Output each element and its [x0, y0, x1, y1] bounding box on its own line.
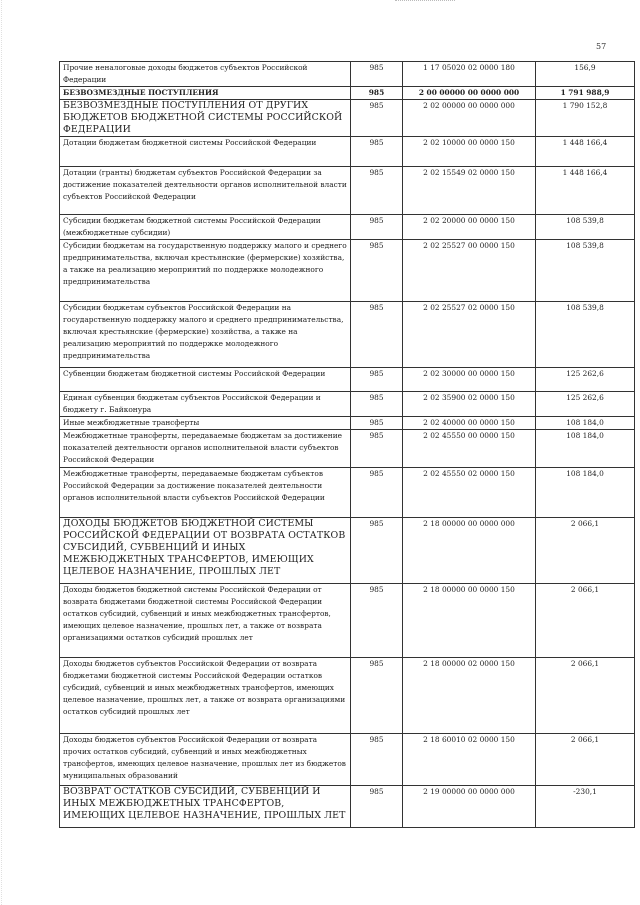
table-row [60, 87, 635, 100]
budget-code-cell: 2 02 00000 00 0000 000 [403, 100, 536, 137]
budget-code-cell: 2 02 10000 00 0000 150 [403, 137, 536, 167]
table-row [60, 658, 635, 734]
revenue-table-body [60, 62, 635, 828]
amount-cell: 2 066,1 [536, 518, 635, 584]
revenue-table [59, 61, 635, 828]
amount-cell: 1 448 166,4 [536, 137, 635, 167]
table-row [60, 215, 635, 240]
income-name-cell: БЕЗВОЗМЕЗДНЫЕ ПОСТУПЛЕНИЯ ОТ ДРУГИХ БЮДЖЕТОВ БЮДЖЕТНОЙ СИСТЕМЫ РОССИЙСКОЙ ФЕДЕРАЦИИ [60, 100, 351, 137]
admin-code-cell: 985 [351, 417, 403, 430]
amount-cell: 108 184,0 [536, 430, 635, 468]
table-row [60, 786, 635, 828]
table-row [60, 468, 635, 518]
admin-code-cell: 985 [351, 137, 403, 167]
income-name-cell: Субвенции бюджетам бюджетной системы Российской Федерации [60, 368, 351, 392]
admin-code-cell: 985 [351, 167, 403, 215]
admin-code-cell: 985 [351, 658, 403, 734]
income-name-cell: Субсидии бюджетам на государственную поддержку малого и среднего предпринимательства, включая крестьянские (фермерские) хозяйства, а также на реализацию мероприятий по поддержке молодежного предпринимательства [60, 240, 351, 302]
income-name-cell: Субсидии бюджетам субъектов Российской Федерации на государственную поддержку малого и среднего предпринимательства, включая крестьянские (фермерские) хозяйства, а также на реализацию мероприятий по поддержке молодежного предпринимательства [60, 302, 351, 368]
budget-code-cell: 2 18 00000 00 0000 150 [403, 584, 536, 658]
amount-cell: 108 539,8 [536, 215, 635, 240]
budget-code-cell: 1 17 05020 02 0000 180 [403, 62, 536, 87]
budget-code-cell: 2 02 15549 02 0000 150 [403, 167, 536, 215]
income-name-cell: Прочие неналоговые доходы бюджетов субъектов Российской Федерации [60, 62, 351, 87]
budget-code-cell: 2 02 45550 02 0000 150 [403, 468, 536, 518]
admin-code-cell: 985 [351, 786, 403, 828]
budget-code-cell: 2 02 35900 02 0000 150 [403, 392, 536, 417]
scan-mark [395, 0, 455, 3]
income-name-cell: ВОЗВРАТ ОСТАТКОВ СУБСИДИЙ, СУБВЕНЦИЙ И ИНЫХ МЕЖБЮДЖЕТНЫХ ТРАНСФЕРТОВ, ИМЕЮЩИХ ЦЕЛЕВОЕ НАЗНАЧЕНИЕ, ПРОШЛЫХ ЛЕТ [60, 786, 351, 828]
admin-code-cell: 985 [351, 734, 403, 786]
table-row [60, 100, 635, 137]
income-name-cell: Межбюджетные трансферты, передаваемые бюджетам за достижение показателей деятельности органов исполнительной власти субъектов Российской Федерации [60, 430, 351, 468]
amount-cell: 108 184,0 [536, 417, 635, 430]
table-row [60, 392, 635, 417]
amount-cell: 108 539,8 [536, 302, 635, 368]
budget-code-cell: 2 19 00000 00 0000 000 [403, 786, 536, 828]
amount-cell: 125 262,6 [536, 368, 635, 392]
amount-cell: 1 790 152,8 [536, 100, 635, 137]
admin-code-cell: 985 [351, 302, 403, 368]
income-name-cell: БЕЗВОЗМЕЗДНЫЕ ПОСТУПЛЕНИЯ [60, 87, 351, 100]
admin-code-cell: 985 [351, 62, 403, 87]
admin-code-cell: 985 [351, 240, 403, 302]
income-name-cell: Дотации бюджетам бюджетной системы Российской Федерации [60, 137, 351, 167]
income-name-cell: Субсидии бюджетам бюджетной системы Российской Федерации (межбюджетные субсидии) [60, 215, 351, 240]
amount-cell: 108 184,0 [536, 468, 635, 518]
table-row [60, 302, 635, 368]
table-row [60, 430, 635, 468]
scan-edge [1, 0, 5, 905]
income-name-cell: Дотации (гранты) бюджетам субъектов Российской Федерации за достижение показателей деятельности органов исполнительной власти субъектов Российской Федерации [60, 167, 351, 215]
income-name-cell: Доходы бюджетов субъектов Российской Федерации от возврата бюджетами бюджетной системы Российской Федерации остатков субсидий, субвенций и иных межбюджетных трансфертов, имеющих целевое назначение, прошлых лет, а также от возврата организациями остатков субсидий прошлых лет [60, 658, 351, 734]
admin-code-cell: 985 [351, 584, 403, 658]
amount-cell: 2 066,1 [536, 658, 635, 734]
amount-cell: 125 262,6 [536, 392, 635, 417]
table-row [60, 734, 635, 786]
budget-code-cell: 2 00 00000 00 0000 000 [403, 87, 536, 100]
income-name-cell: Единая субвенция бюджетам субъектов Российской Федерации и бюджету г. Байконура [60, 392, 351, 417]
amount-cell: 156,9 [536, 62, 635, 87]
amount-cell: 1 791 988,9 [536, 87, 635, 100]
table-row [60, 368, 635, 392]
table-row [60, 518, 635, 584]
amount-cell: 1 448 166,4 [536, 167, 635, 215]
budget-code-cell: 2 18 60010 02 0000 150 [403, 734, 536, 786]
income-name-cell: Межбюджетные трансферты, передаваемые бюджетам субъектов Российской Федерации за достижение показателей деятельности органов исполнительной власти субъектов Российской Федерации [60, 468, 351, 518]
page-number: 57 [596, 42, 607, 51]
table-row [60, 417, 635, 430]
admin-code-cell: 985 [351, 87, 403, 100]
income-name-cell: Иные межбюджетные трансферты [60, 417, 351, 430]
amount-cell: 2 066,1 [536, 584, 635, 658]
admin-code-cell: 985 [351, 100, 403, 137]
table-row [60, 62, 635, 87]
income-name-cell: Доходы бюджетов субъектов Российской Федерации от возврата прочих остатков субсидий, субвенций и иных межбюджетных трансфертов, имеющих целевое назначение, прошлых лет из бюджетов муниципальных образований [60, 734, 351, 786]
budget-code-cell: 2 02 45550 00 0000 150 [403, 430, 536, 468]
table-row [60, 137, 635, 167]
budget-code-cell: 2 02 30000 00 0000 150 [403, 368, 536, 392]
budget-code-cell: 2 02 40000 00 0000 150 [403, 417, 536, 430]
table-row [60, 167, 635, 215]
admin-code-cell: 985 [351, 430, 403, 468]
amount-cell: 2 066,1 [536, 734, 635, 786]
budget-code-cell: 2 02 25527 00 0000 150 [403, 240, 536, 302]
amount-cell: -230,1 [536, 786, 635, 828]
budget-code-cell: 2 02 20000 00 0000 150 [403, 215, 536, 240]
budget-code-cell: 2 02 25527 02 0000 150 [403, 302, 536, 368]
admin-code-cell: 985 [351, 368, 403, 392]
budget-code-cell: 2 18 00000 02 0000 150 [403, 658, 536, 734]
table-row [60, 240, 635, 302]
admin-code-cell: 985 [351, 215, 403, 240]
admin-code-cell: 985 [351, 392, 403, 417]
admin-code-cell: 985 [351, 468, 403, 518]
income-name-cell: Доходы бюджетов бюджетной системы Российской Федерации от возврата бюджетами бюджетной системы Российской Федерации остатков субсидий, субвенций и иных межбюджетных трансфертов, имеющих целевое назначение, прошлых лет, а также от возврата организациями остатков субсидий прошлых лет [60, 584, 351, 658]
income-name-cell: ДОХОДЫ БЮДЖЕТОВ БЮДЖЕТНОЙ СИСТЕМЫ РОССИЙСКОЙ ФЕДЕРАЦИИ ОТ ВОЗВРАТА ОСТАТКОВ СУБСИДИЙ, СУБВЕНЦИЙ И ИНЫХ МЕЖБЮДЖЕТНЫХ ТРАНСФЕРТОВ, ИМЕЮЩИХ ЦЕЛЕВОЕ НАЗНАЧЕНИЕ, ПРОШЛЫХ ЛЕТ [60, 518, 351, 584]
table-row [60, 584, 635, 658]
budget-code-cell: 2 18 00000 00 0000 000 [403, 518, 536, 584]
admin-code-cell: 985 [351, 518, 403, 584]
amount-cell: 108 539,8 [536, 240, 635, 302]
